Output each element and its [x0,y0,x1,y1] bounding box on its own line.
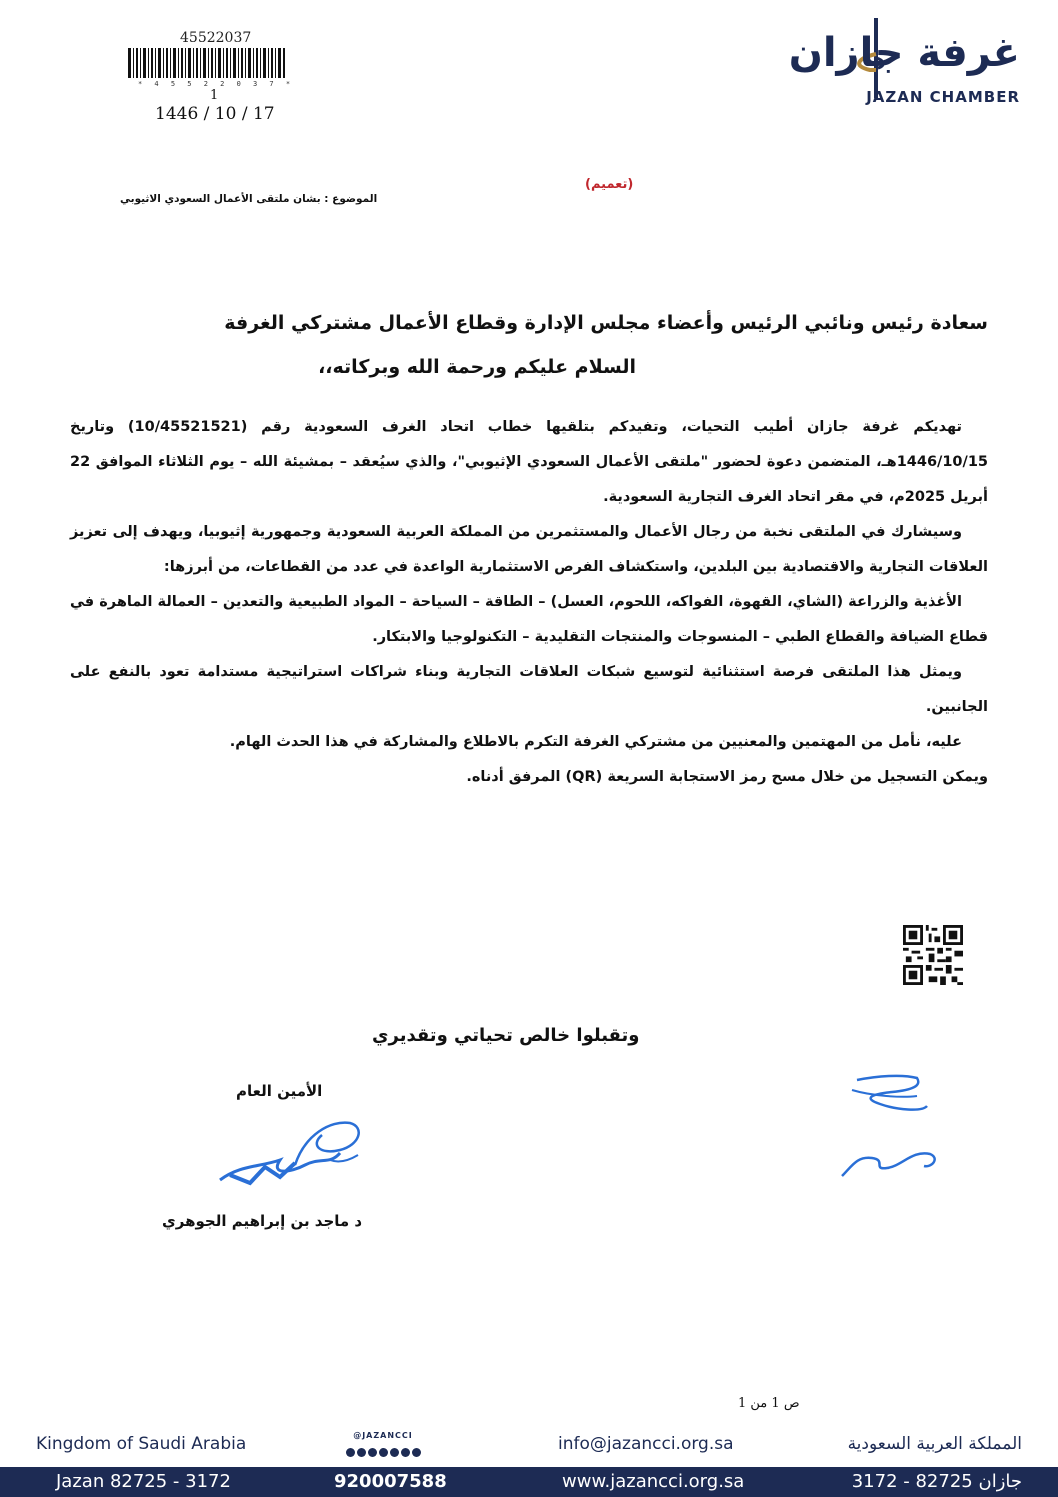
footer-address-ar: جازان 82725 - 3172 [851,1471,1022,1492]
instagram-icon[interactable] [346,1448,355,1457]
social-handle[interactable]: @JAZANCCI [353,1431,413,1440]
paragraph-6: ويمكن التسجيل من خلال مسح رمز الاستجابة السريعة (QR) المرفق أدناه. [466,769,988,785]
footer-address-en: Jazan 82725 - 3172 [56,1471,231,1492]
youtube-icon[interactable] [390,1448,399,1457]
logo-arabic-text: غرفة جازان [788,30,1020,76]
signatory-name: د ماجد بن إبراهيم الجوهري [162,1212,363,1230]
footer-bar [0,1467,1058,1497]
paragraph-3: الأغذية والزراعة (الشاي، القهوة، الفواكه، اللحوم، العسل) – الطاقة – السياحة – المواد الطبيعية والتعدين – العمالة الماهرة في قطاع الضيافة والقطاع الطبي – المنسوجات والمنتجات التقليدية – التكنولوجيا والابتكار. [70,594,988,645]
logo-english-text: JAZAN CHAMBER [866,88,1020,106]
paragraph-5: عليه، نأمل من المهتمين والمعنيين من مشتركي الغرفة التكرم بالاطلاع والمشاركة في هذا الحدث الهام. [229,734,962,750]
circular-label: (تعميم) [585,177,634,192]
footer-social [333,1431,433,1461]
footer-website[interactable]: www.jazancci.org.sa [562,1471,745,1492]
copy-number: 1 [210,88,219,103]
snapchat-icon[interactable] [368,1448,377,1457]
footer-country-en: Kingdom of Saudi Arabia [36,1434,247,1454]
paragraph-2: وسيشارك في الملتقى نخبة من رجال الأعمال والمستثمرين من المملكة العربية السعودية وجمهورية إثيوبيا، ويهدف إلى تعزيز العلاقات التجارية والاقتصادية بين البلدين، واستكشاف الفرص الاستثمارية الواعدة في عدد من القطاعات، من أبرزها: [70,524,988,575]
footer-country-ar: المملكة العربية السعودية [847,1434,1022,1454]
page-number: ص 1 من 1 [738,1396,800,1411]
footer-contact-row [0,1428,1058,1462]
paragraph-4: ويمثل هذا الملتقى فرصة استثنائية لتوسيع شبكات العلاقات التجارية وبناء شراكات استراتيجية مستدامة تعود بالنفع على الجانبين. [70,664,988,715]
reference-number: 45522037 [180,30,252,46]
signatory-title: الأمين العام [236,1082,323,1100]
qr-code-icon[interactable] [903,925,963,985]
letter-body [70,312,988,795]
social-icons [333,1442,433,1461]
tiktok-icon[interactable] [401,1448,410,1457]
x-icon[interactable] [379,1448,388,1457]
addressee: سعادة رئيس ونائبي الرئيس وأعضاء مجلس الإدارة وقطاع الأعمال مشتركي الغرفة [224,312,988,334]
hijri-date: 1446 / 10 / 17 [155,104,275,124]
approval-signature [832,1068,942,1183]
greeting: السلام عليكم ورحمة الله وبركاته،، [318,356,636,378]
barcode-digits: * 4 5 5 2 2 0 3 7 * [138,80,295,88]
facebook-icon[interactable] [357,1448,366,1457]
subject-line: الموضوع : بشان ملتقى الأعمال السعودي الاثيوبي [120,193,378,205]
footer-phone[interactable]: 920007588 [334,1471,447,1492]
barcode-icon [128,48,288,84]
linkedin-icon[interactable] [412,1448,421,1457]
footer-email[interactable]: info@jazancci.org.sa [558,1434,734,1454]
paragraph-1: تهديكم غرفة جازان أطيب التحيات، وتفيدكم بتلقيها خطاب اتحاد الغرف السعودية رقم (10/45521521) وتاريخ 1446/10/15هـ، المتضمن دعوة لحضور "ملتقى الأعمال السعودي الإثيوبي"، والذي سيُعقد – بمشيئة الله – يوم الثلاثاء الموافق 22 أبريل 2025م، في مقر اتحاد الغرف التجارية السعودية. [70,419,988,505]
secretary-general-signature [210,1105,370,1200]
closing-line: وتقبلوا خالص تحياتي وتقديري [372,1025,640,1046]
